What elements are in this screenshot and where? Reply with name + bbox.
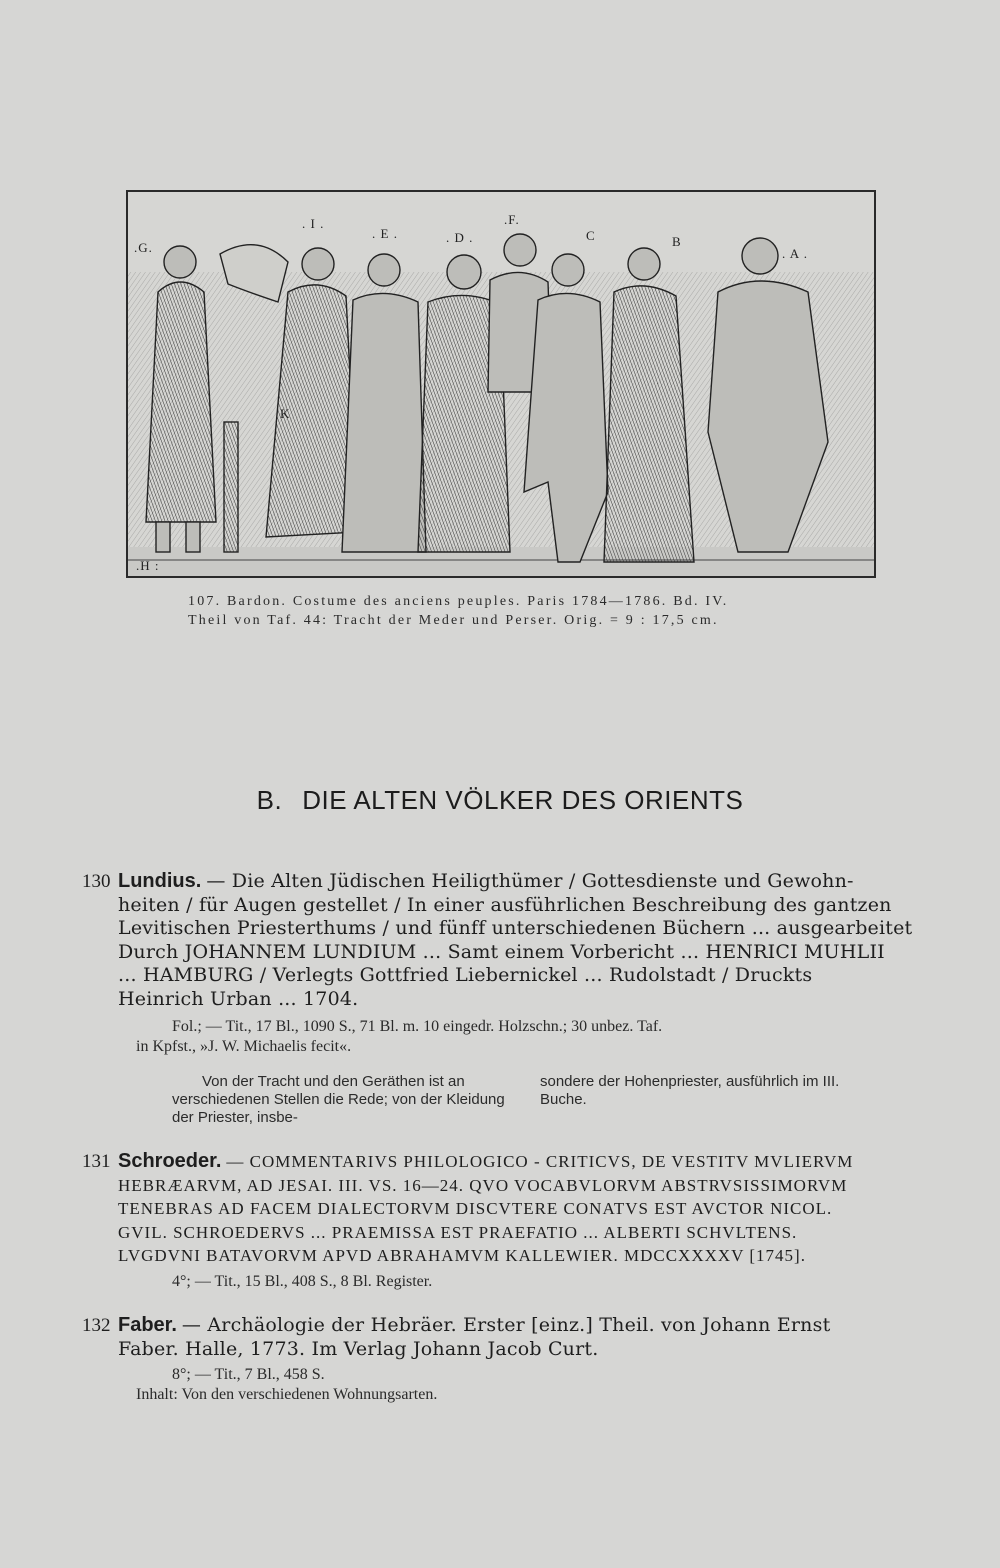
plate-label-b: B <box>672 234 682 249</box>
section-title: DIE ALTEN VÖLKER DES ORIENTS <box>302 785 744 815</box>
plate-label-d: . D . <box>446 230 474 245</box>
engraving-illustration <box>128 192 874 576</box>
plate-label-g: .G. <box>134 240 153 255</box>
collation-line: Fol.; — Tit., 17 Bl., 1090 S., 71 Bl. m. 10 eingedr. Holzschn.; 30 unbez. Taf. <box>172 1018 663 1035</box>
title-line: heiten / für Augen gestellet / In einer ausführlichen Beschreibung des gantzen <box>118 893 892 916</box>
bibliography-entry-131 <box>82 1150 882 1292</box>
title-line: Heinrich Urban ... 1704. <box>118 987 359 1010</box>
collation-line: 4°; — Tit., 15 Bl., 408 S., 8 Bl. Register. <box>172 1272 433 1290</box>
plate-label-i: . I . <box>302 216 325 231</box>
entry-author: Faber. <box>118 1314 177 1336</box>
title-line: TENEBRAS AD FACEM DIALECTORVM DISCVTERE CONATVS EST AVCTOR NICOL. <box>118 1199 833 1218</box>
entry-notes <box>172 1073 882 1127</box>
title-line: — Archäologie der Hebräer. Erster [einz.] Theil. von Johann Ernst <box>181 1314 831 1336</box>
collation-line: 8°; — Tit., 7 Bl., 458 S. <box>172 1366 325 1383</box>
note-column-1: Von der Tracht und den Geräthen ist an verschiedenen Stellen die Rede; von der Kleidung der Priester, insbe- <box>172 1073 505 1126</box>
plate-label-c: C <box>586 228 596 243</box>
title-line: — COMMENTARIVS PHILOLOGICO - CRITICVS, DE VESTITV MVLIERVM <box>226 1152 854 1171</box>
collation-line: in Kpfst., »J. W. Michaelis fecit«. <box>136 1038 352 1055</box>
section-heading <box>0 785 1000 816</box>
entry-number: 132 <box>82 1315 111 1336</box>
title-line: GVIL. SCHROEDERVS ... PRAEMISSA EST PRAEFATIO ... ALBERTI SCHVLTENS. <box>118 1222 798 1242</box>
title-line: LVGDVNI BATAVORVM APVD ABRAHAMVM KALLEWIER. MDCCXXXXV [1745]. <box>118 1246 806 1265</box>
plate-label-f: .F. <box>504 212 520 227</box>
title-line: Durch JOHANNEM LUNDIUM ... Samt einem Vorbericht ... HENRICI MUHLII <box>118 940 885 963</box>
collation-line: Inhalt: Von den verschiedenen Wohnungsarten. <box>136 1386 438 1403</box>
title-line: HEBRÆARVM, AD JESAI. III. VS. 16—24. QVO VOCABVLORVM ABSTRVSISSIMORVM <box>118 1175 848 1195</box>
plate-label-e: . E . <box>372 226 398 241</box>
section-letter: B. <box>256 785 283 815</box>
entry-author: Lundius. <box>118 870 202 892</box>
bibliography-entry-130 <box>82 870 913 1057</box>
entry-author: Schroeder. <box>118 1150 222 1172</box>
plate-label-k: K <box>280 406 291 421</box>
caption-line-2: Theil von Taf. 44: Tracht der Meder und Perser. Orig. = 9 : 17,5 cm. <box>188 613 719 628</box>
title-line: ... HAMBURG / Verlegts Gottfried Liebernickel ... Rudolstadt / Druckts <box>118 964 813 986</box>
title-line: Levitischen Priesterthums / und fünff unterschiedenen Büchern ... ausgearbeitet <box>118 917 913 939</box>
plate-label-a: . A . <box>782 246 808 261</box>
figure-caption <box>188 592 838 630</box>
plate-label-h: .H : <box>136 558 160 573</box>
note-column-2: sondere der Hohenpriester, ausführlich im III. Buche. <box>540 1073 840 1108</box>
entry-number: 131 <box>82 1151 111 1172</box>
title-line: Faber. Halle, 1773. Im Verlag Johann Jacob Curt. <box>118 1337 599 1360</box>
title-line: — Die Alten Jüdischen Heiligthümer / Gottesdienste und Gewohn- <box>206 870 854 892</box>
bibliography-entry-132 <box>82 1314 882 1405</box>
caption-line-1: 107. Bardon. Costume des anciens peuples. Paris 1784—1786. Bd. IV. <box>188 594 729 609</box>
engraving-plate <box>126 190 876 578</box>
entry-number: 130 <box>82 871 111 892</box>
